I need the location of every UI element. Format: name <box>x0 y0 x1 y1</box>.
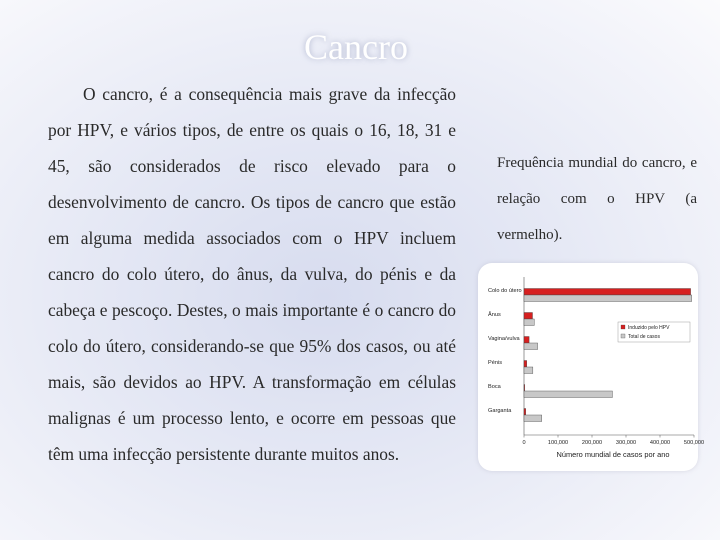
bar-hpv-2 <box>524 337 529 344</box>
bar-hpv-4 <box>524 385 525 392</box>
category-label-2: Vagina/vulva <box>488 336 520 342</box>
bar-hpv-1 <box>524 313 533 320</box>
legend-swatch-1 <box>621 334 625 338</box>
x-tick-label-5: 500,000 <box>683 440 705 446</box>
bar-hpv-0 <box>524 289 691 296</box>
category-label-1: Ânus <box>488 312 501 318</box>
bar-hpv-5 <box>524 409 526 416</box>
bar-total-5 <box>524 415 542 422</box>
legend-label-1: Total de casos <box>628 334 660 340</box>
cancer-frequency-chart <box>478 263 705 471</box>
category-label-5: Garganta <box>488 408 512 414</box>
x-axis-label: Número mundial de casos por ano <box>556 450 670 459</box>
slide-title: Cancro <box>304 27 408 67</box>
bar-total-2 <box>524 343 538 350</box>
x-tick-label-4: 400,000 <box>649 440 671 446</box>
x-tick-label-0: 0 <box>522 440 526 446</box>
category-label-0: Colo do útero <box>488 288 522 294</box>
legend-label-0: Induzido pelo HPV <box>628 325 670 331</box>
chart-card <box>478 263 705 471</box>
x-tick-label-3: 300,000 <box>615 440 637 446</box>
bar-hpv-3 <box>524 361 527 368</box>
chart-caption: Frequência mundial do cancro, e relação com o HPV (a vermelho). <box>497 155 697 243</box>
x-tick-label-2: 200,000 <box>581 440 603 446</box>
bar-total-3 <box>524 367 533 374</box>
category-label-3: Pénis <box>488 360 502 366</box>
bar-total-0 <box>524 295 692 302</box>
x-tick-label-1: 100,000 <box>547 440 569 446</box>
body-paragraph: O cancro, é a consequência mais grave da infecção por HPV, e vários tipos, de entre os quais o 16, 18, 31 e 45, são considerados de risco elevado para o desenvolvimento de cancro. Os tipos de cancro que estão em alguma medida associados com o HPV incluem cancro do colo útero, do ânus, da vulva, do pénis e da cabeça e pescoço. Destes, o mais importante é o cancro do colo do útero, considerando-se que 95% dos casos, ou até mais, são devidos ao HPV. A transformação em células malignas é um processo lento, e ocorre em pessoas que têm uma infecção persistente durante muitos anos. <box>48 84 456 464</box>
legend-swatch-0 <box>621 325 625 329</box>
bar-total-1 <box>524 319 534 326</box>
bar-total-4 <box>524 391 612 398</box>
category-label-4: Boca <box>488 384 501 390</box>
